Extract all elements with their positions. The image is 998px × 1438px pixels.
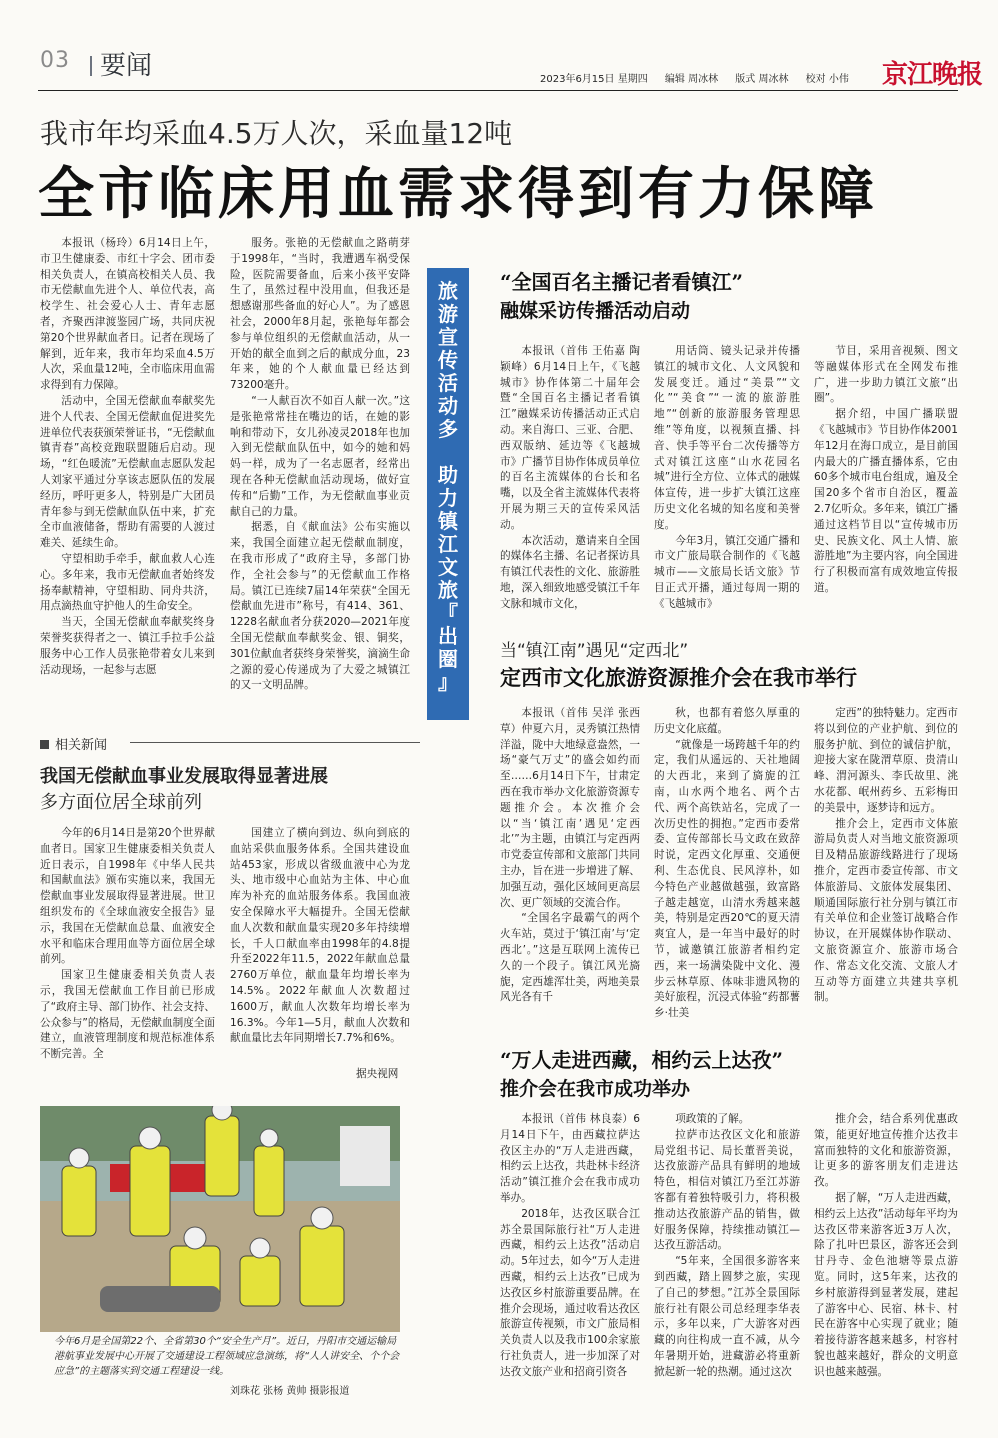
related-news-tag bbox=[40, 734, 107, 753]
page-number: 03 bbox=[40, 48, 70, 73]
photo-illustration bbox=[40, 1106, 400, 1332]
paragraph: 服务。张艳的无偿献血之路萌芽于1998年，“当时，我遭遇车祸受保险，医院需要备血，后来小孩平安降生了，虽然过程中没用血，但我还是想感谢那些备血的好心人”。为了感恩社会，2000年8月起，张艳每年都会参与单位组织的无偿献血活动，从一开始的献全血到之后的献成分血，23年来，她的个人献血量已经达到73200毫升。 bbox=[230, 237, 410, 392]
banner-char: 活 bbox=[438, 371, 458, 395]
related-column-1 bbox=[40, 826, 215, 1086]
photo-caption: 今年6月是全国第22个、全省第30个“安全生产月”。近日，丹阳市交通运输局港航事业发展中心开展了交通建设工程领域应急演练，将“人人讲安全、个个会应急”的主题落实到交通工程建设一线。 bbox=[54, 1336, 400, 1377]
story3-column-3 bbox=[814, 1112, 958, 1428]
paragraph: 2018年，达孜区联合江苏全景国际旅行社“万人走进西藏，相约云上达孜”活动启动。5年过去，如今“万人走进西藏，相约云上达孜”已成为达孜区乡村旅游重要品牌。在推介会现场，通过收看达孜区旅游宣传视频，市文广旅局相关负责人以及我市100余家旅行社负责人，进一步加深了对达孜文旅产业和招商引资各 bbox=[500, 1207, 640, 1378]
paragraph: 据了解，“万人走进西藏，相约云上达孜”活动每年平均为达孜区带来游客近3万人次，除了扎叶巴景区，游客还会到甘丹寺、金色池塘等景点游览。同时，这5年来，达孜的乡村旅游得到显著发展，建起了游客中心、民宿、林卡、村民在游客中心实现了就业；随着接待游客越来越多，村容村貌也越来越好，群众的文明意识也越来越强。 bbox=[814, 1191, 958, 1378]
paragraph: 国建立了横向到边、纵向到底的血站采供血服务体系。全国共建设血站453家，形成以省级血液中心为龙头、地市级中心血站为主体、中心血库为补充的血站服务体系。我国血液安全保障水平大幅提升。全国无偿献血人次数和献血量实现20多年持续增长，千人口献血率由1998年的4.8提升至2022年11.5，2022年献血总量2760万单位，献血量年均增长率为14.5%。2022年献血人次数超过1600万，献血人次数年均增长率为16.3%。今年1—5月，献血人次数和献血量比去年同期增长7.7%和6%。 bbox=[230, 827, 410, 1045]
issue-date: 2023年6月15日 星期四 bbox=[540, 74, 648, 85]
banner-char: 旅 bbox=[438, 578, 458, 602]
banner-char: 出 bbox=[438, 624, 458, 648]
related-rule bbox=[130, 742, 420, 743]
paragraph: 项政策的了解。 bbox=[675, 1113, 750, 1125]
story1-column-1 bbox=[500, 344, 640, 620]
paragraph: 守望相助手牵手，献血救人心连心。多年来，我市无偿献血者始终发扬奉献精神，守望相助、同舟共济，用点滴热血守护他人的生命安全。 bbox=[40, 552, 215, 613]
banner-char: 力 bbox=[438, 486, 458, 510]
banner-char bbox=[431, 441, 465, 464]
story3-title-2: 推介会在我市成功举办 bbox=[500, 1078, 691, 1100]
section-name: 要闻 bbox=[100, 51, 153, 81]
paragraph: 用话筒、镜头记录并传播镇江的城市文化、人文风貌和发展变迁。通过“美景”“文化”“美食”“一流的旅游胜地”“创新的旅游服务管理思维”等角度，以视频直播、抖音、快手等平台二次传播等方式对镇江这座“山水花园名城”进行全方位、立体式的融媒体宣传，进一步扩大镇江这座历史文化名城的知名度和美誉度。 bbox=[654, 345, 800, 531]
related-source: 据央视网 bbox=[356, 1068, 399, 1080]
story3-column-1 bbox=[500, 1112, 640, 1428]
related-subtitle: 多方面位居全球前列 bbox=[40, 792, 202, 813]
header-divider bbox=[90, 56, 92, 76]
banner-char: 文 bbox=[438, 555, 458, 579]
paragraph: “一人献百次不如百人献一次。”这是张艳常常挂在嘴边的话，在她的影响和带动下，女儿孙凌灵2018年也加入到无偿献血队伍中，如今的她和妈妈一样，成为了一名志愿者，经常出现在各种无偿献血活动现场，做好宣传和“后勤”工作，为无偿献血事业贡献自己的力量。 bbox=[230, 394, 410, 518]
paragraph: 节目，采用音视频、图文等融媒体形式在全网发布推广，进一步助力镇江文旅“出圈”。 bbox=[814, 345, 958, 405]
paragraph: 推介会上，定西市文体旅游局负责人对当地文旅资源项目及精品旅游线路进行了现场推介，定西市委宣传部、市文体旅游局、文旅体发展集团、顺通国际旅行社分别与镇江市有关单位和企业签订战略合作协议，在开展媒体协作联动、文旅资源宣介、旅游市场合作、常态文化交流、文旅人才互动等方面建立共建共享机制。 bbox=[814, 817, 958, 1004]
story1-title-2: 融媒采访传播活动启动 bbox=[500, 300, 691, 322]
paragraph: 秋，也都有着悠久厚重的历史文化底蕴。 bbox=[654, 707, 800, 735]
proof-credit: 校对 小伟 bbox=[805, 74, 849, 85]
story2-column-1 bbox=[500, 706, 640, 1026]
paragraph: 据悉，自《献血法》公布实施以来，我国全面建立起无偿献血制度，在我市形成了“政府主导，多部门协作，全社会参与”的无偿献血工作格局。镇江已连续7届14年荣获“全国无偿献血先进市”称号，有414、361、1228名献血者分获2020—2021年度全国无偿献血奉献奖金、银、铜奖，301位献血者获终身荣誉奖，滴滴生命之源的爱心传递成为了大爱之城镇江的又一文明品牌。 bbox=[230, 521, 410, 692]
photo-credit: 刘珠花 张杨 黄帅 摄影报道 bbox=[230, 1386, 350, 1397]
paragraph: 本次活动，邀请来自全国的媒体名主播、名记者探访具有镇江代表性的文化、旅游胜地，深入细致地感受镇江千年文脉和城市文化， bbox=[500, 534, 640, 610]
story3-title-1: “万人走进西藏，相约云上达孜” bbox=[500, 1048, 784, 1072]
paragraph: 据介绍，中国广播联盟《飞越城市》节目协作体2001年12月在海口成立，是目前国内最大的广播直播体系，它由60多个城市电台组成，遍及全国20多个省市自治区，覆盖2.7亿听众。多年来，镇江广播通过这档节目以“宣传城市历史、民族文化、风土人情、旅游胜地”为主要内容，向全国进行了积极而富有成效地宣传报道。 bbox=[814, 408, 958, 594]
newspaper-logo: 京江晚报 bbox=[882, 60, 983, 90]
paragraph: 本报讯（杨玲）6月14日上午，市卫生健康委、市红十字会、团市委相关负责人，在镇高校相关人员、我市无偿献血先进个人、单位代表，高校学生、社会爱心人士、青年志愿者，齐聚西津渡鉴园广场，共同庆祝第20个世界献血者日。记者在现场了解到，近年来，我市年均采血4.5万人次，采血量12吨，全市临床用血需求得到有力保障。 bbox=[40, 237, 215, 392]
paragraph: 推介会，结合系列优惠政策，能更好地宣传推介达孜丰富而独特的文化和旅游资源，让更多的游客朋友们走进达孜。 bbox=[814, 1113, 958, 1189]
paragraph: 今年3月，镇江交通广播和市文广旅局联合制作的《飞越城市——文旅局长话文旅》节目正式开播，通过每周一期的《飞越城市》 bbox=[654, 534, 800, 610]
story2-column-3 bbox=[814, 706, 958, 1026]
banner-char: 旅 bbox=[438, 279, 458, 303]
paragraph: 本报讯（首伟 林良泰）6月14日下午，由西藏拉萨达孜区主办的“万人走进西藏，相约云上达孜，共赴林卡经济活动”镇江推介会在我市成功举办。 bbox=[500, 1113, 640, 1204]
lead-column-2 bbox=[230, 236, 410, 718]
tourism-banner-text bbox=[431, 280, 465, 694]
paragraph: 本报讯（首伟 吴洋 张西草）仲夏六月，灵秀镇江热情洋溢，陇中大地绿意盎然，一场“豪气万丈”的盛会如约而至……6月14日下午，甘肃定西在我市举办文化旅游资源专题推介会。本次推介会以“当‘镇江南’遇见‘定西北’”为主题，由镇江与定西两市党委宣传部和文旅部门共同主办，旨在进一步增进了解、加强互动，强化区域间更高层次、更广领域的交流合作。 bbox=[500, 707, 640, 909]
story2-kicker: 当“镇江南”遇见“定西北” bbox=[500, 641, 689, 661]
banner-char: 宣 bbox=[438, 325, 458, 349]
story2-column-2 bbox=[654, 706, 800, 1026]
story1-title-1: “全国百名主播记者看镇江” bbox=[500, 270, 744, 294]
story2-title: 定西市文化旅游资源推介会在我市举行 bbox=[500, 665, 857, 690]
layout-credit: 版式 周冰林 bbox=[735, 74, 789, 85]
banner-char: 多 bbox=[438, 417, 458, 441]
banner-char: 『 bbox=[438, 601, 458, 625]
lead-title: 全市临床用血需求得到有力保障 bbox=[38, 161, 878, 227]
header-meta bbox=[540, 70, 863, 85]
paragraph: 当天，全国无偿献血奉献奖终身荣誉奖获得者之一、镇江手拉手公益服务中心工作人员张艳带着女儿来到活动现场，一起参与志愿 bbox=[40, 616, 215, 676]
banner-char: 圈 bbox=[438, 647, 458, 671]
paragraph: 本报讯（首伟 王佑嘉 陶颖峰）6月14日上午，《飞越城市》协作体第二十届年会暨“全国百名主播记者看镇江”融媒采访传播活动正式启动。来自海口、三亚、合肥、西双版纳、延边等《飞越城市》广播节目协作体成员单位的百名主流媒体的台长和名嘴，以及全省主流媒体代表将开展为期三天的宣传采风活动。 bbox=[500, 345, 640, 531]
paragraph: “就像是一场跨越千年的约定，我们从遥远的、天社地阔的大西北，来到了旖旎的江南，山水两个地名、两个古代、两个高铁站名，完成了一次历史性的拥抱。”定西市委常委、宣传部部长马文政在致辞时说，定西文化厚重、交通便利、生态优良、民风淳朴，如今特色产业越做越强，致富路子越走越宽，山清水秀越来越美，特别是定西20℃的夏天清爽宜人，是一年当中最好的时节，诚邀镇江旅游者相约定西，来一场满染陇中文化、漫步云林草原、体味非遗风物的美好旅程，沉浸式体验“药都薯乡·壮美 bbox=[654, 738, 800, 1020]
story3-column-2 bbox=[654, 1112, 800, 1428]
story1-column-3 bbox=[814, 344, 958, 620]
lead-subtitle: 我市年均采血4.5万人次，采血量12吨 bbox=[40, 117, 513, 150]
banner-char: 传 bbox=[438, 348, 458, 372]
paragraph: 今年的6月14日是第20个世界献血者日。国家卫生健康委相关负责人近日表示，自1998年《中华人民共和国献血法》颁布实施以来，我国无偿献血事业发展取得显著进展。世卫组织发布的《全球血液安全报告》显示，我国在无偿献血总量、血液安全水平和临床合理用血等方面位居全球前列。 bbox=[40, 827, 215, 966]
paragraph: 活动中，全国无偿献血奉献奖先进个人代表、全国无偿献血促进奖先进单位代表获颁荣誉证书，“无偿献血 镇青春”高校竞跑联盟随后启动。现场，“红色暖流”无偿献血志愿队发起人刘家平通过分享该志愿队伍的发展经历，呼吁更多人，特别是广大团员青年参与到无偿献血队伍中来，扩充全市血液储备，帮助有需要的人渡过难关、延续生命。 bbox=[40, 394, 215, 550]
story1-column-2 bbox=[654, 344, 800, 620]
banner-char: 镇 bbox=[438, 509, 458, 533]
related-news-label: 相关新闻 bbox=[55, 738, 108, 753]
related-title: 我国无偿献血事业发展取得显著进展 bbox=[40, 766, 328, 787]
paragraph: 拉萨市达孜区文化和旅游局党组书记、局长董晋美说，达孜旅游产品具有鲜明的地域特色，相信对镇江乃至江苏游客都有着独特吸引力，将积极推动达孜旅游产品的销售，做好服务保障，持续推动镇江—达孜互游活动。 bbox=[654, 1128, 800, 1252]
banner-char: 游 bbox=[438, 302, 458, 326]
banner-char: 助 bbox=[438, 463, 458, 487]
header-rule bbox=[38, 90, 958, 91]
banner-char: 江 bbox=[438, 532, 458, 556]
lead-column-1 bbox=[40, 236, 215, 718]
banner-char: 』 bbox=[438, 670, 458, 694]
related-column-2 bbox=[230, 826, 410, 1070]
banner-char: 动 bbox=[438, 394, 458, 418]
paragraph: 国家卫生健康委相关负责人表示，我国无偿献血工作目前已形成了“政府主导、部门协作、社会支持、公众参与”的格局，无偿献血制度全面建立，血液管理制度和规范标准体系不断完善。全 bbox=[40, 969, 215, 1061]
safety-drill-photo bbox=[40, 1106, 400, 1332]
paragraph: “全国名字最霸气的两个火车站，莫过于‘镇江南’与‘定西北’。”这是互联网上流传已久的一个段子。镇江风光旖旎，定西雄浑壮美，两地美景风光各有千 bbox=[500, 912, 640, 1004]
editor-credit: 编辑 周冰林 bbox=[664, 74, 719, 85]
paragraph: 定西”的独特魅力。定西市将以到位的产业护航、到位的服务护航、到位的诚信护航，迎接大家在陇渭草原、贵清山峰、渭河源头、李氏故里、洮水花都、岷州药乡、五彩梅田的美景中，逐梦诗和远方。 bbox=[814, 707, 958, 814]
square-bullet-icon bbox=[40, 740, 49, 749]
paragraph: “5年来，全国很多游客来到西藏，踏上圆梦之旅，实现了自己的梦想。”江苏全景国际旅行社有限公司总经理李华表示，多年以来，广大游客对西藏的向往构成一直不减，从今年暑期开始，进藏游必将重新掀起新一轮的热潮。通过这次 bbox=[654, 1255, 800, 1378]
